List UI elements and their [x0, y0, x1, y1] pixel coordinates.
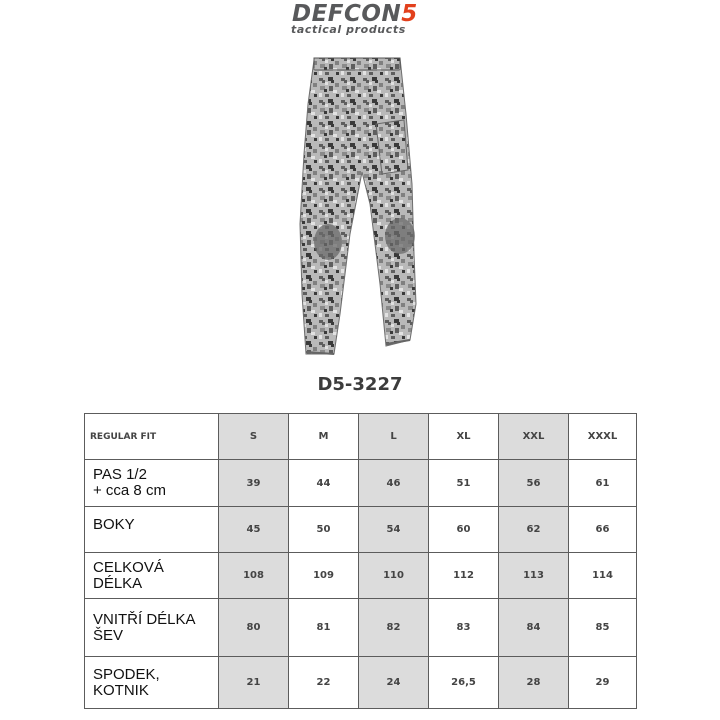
table-cell: 56	[499, 460, 569, 507]
table-cell: 80	[219, 599, 289, 657]
row-label-line2: KOTNIK	[93, 681, 149, 699]
row-label-line2: ŠEV	[93, 626, 124, 644]
product-code: D5-3227	[317, 374, 403, 395]
table-cell: 51	[429, 460, 499, 507]
measurement-row-inseam	[85, 599, 637, 657]
table-cell: 39	[219, 460, 289, 507]
table-cell: 22	[289, 657, 359, 709]
table-cell: 26,5	[429, 657, 499, 709]
table-cell: 108	[219, 553, 289, 599]
size-chart-table	[84, 413, 637, 709]
table-cell: 29	[569, 657, 637, 709]
brand-name-accent: 5	[401, 1, 418, 27]
table-cell: 28	[499, 657, 569, 709]
camouflage-pants-image	[296, 54, 436, 360]
table-cell: 114	[569, 553, 637, 599]
row-label-line2: + cca 8 cm	[93, 482, 166, 499]
brand-name-main: DEFCON	[292, 1, 402, 27]
table-cell: 54	[359, 507, 429, 553]
size-header-cell: L	[359, 414, 429, 460]
table-cell: 61	[569, 460, 637, 507]
table-cell: 81	[289, 599, 359, 657]
table-cell: 50	[289, 507, 359, 553]
table-cell: 109	[289, 553, 359, 599]
pants-body	[300, 58, 416, 354]
table-cell: 46	[359, 460, 429, 507]
brand-tagline: tactical products	[291, 23, 406, 36]
table-cell: 44	[289, 460, 359, 507]
measurement-row-total-length	[85, 553, 637, 599]
row-label-line1: PAS 1/2	[93, 466, 147, 483]
measurement-row-waist	[85, 460, 637, 507]
row-label-line1: VNITŘÍ DÉLKA	[93, 610, 196, 628]
row-label-line1: BOKY	[93, 516, 135, 533]
defcon5-logo	[288, 2, 438, 36]
row-label	[85, 553, 219, 599]
size-header-row	[85, 414, 637, 460]
table-cell: 60	[429, 507, 499, 553]
row-label	[85, 599, 219, 657]
size-header-cell: M	[289, 414, 359, 460]
table-cell: 66	[569, 507, 637, 553]
fit-label: REGULAR FIT	[85, 414, 219, 460]
measurement-row-hips	[85, 507, 637, 553]
table-cell: 113	[499, 553, 569, 599]
row-label	[85, 507, 219, 553]
row-label	[85, 657, 219, 709]
table-cell: 21	[219, 657, 289, 709]
table-cell: 83	[429, 599, 499, 657]
size-header-cell: S	[219, 414, 289, 460]
table-cell: 45	[219, 507, 289, 553]
table-cell: 112	[429, 553, 499, 599]
row-label-line1: CELKOVÁ	[93, 558, 164, 576]
row-label	[85, 460, 219, 507]
table-cell: 110	[359, 553, 429, 599]
size-header-cell: XXL	[499, 414, 569, 460]
size-header-cell: XL	[429, 414, 499, 460]
table-cell: 82	[359, 599, 429, 657]
table-cell: 62	[499, 507, 569, 553]
row-label-line2: DÉLKA	[93, 574, 143, 592]
table-cell: 84	[499, 599, 569, 657]
table-cell: 85	[569, 599, 637, 657]
size-header-cell: XXXL	[569, 414, 637, 460]
row-label-line1: SPODEK,	[93, 665, 160, 683]
table-cell: 24	[359, 657, 429, 709]
measurement-row-ankle	[85, 657, 637, 709]
